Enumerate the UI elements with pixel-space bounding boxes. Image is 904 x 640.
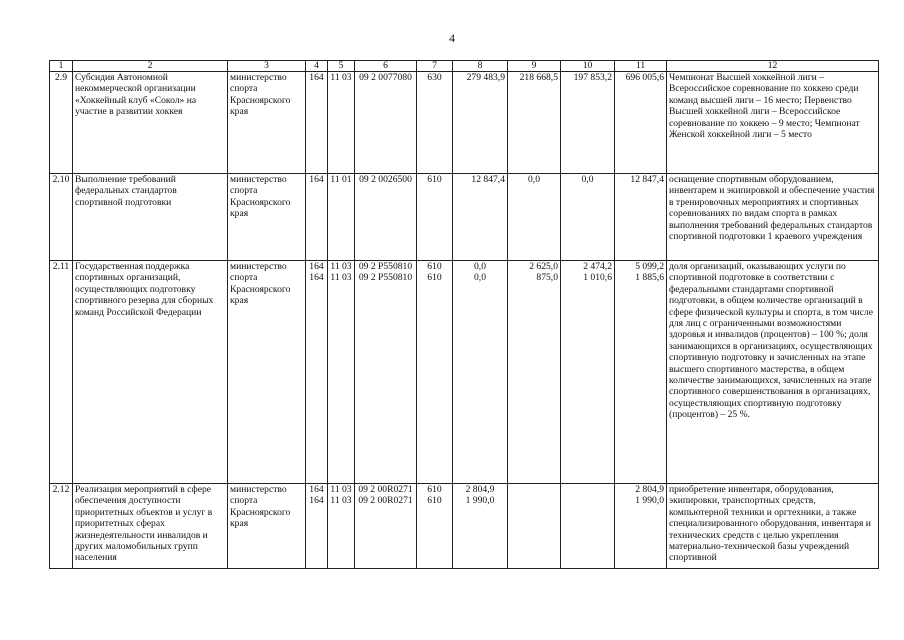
amount-total bbox=[615, 261, 667, 484]
cell-value: 09 2 0077080 bbox=[359, 72, 412, 83]
cell-value: 610 bbox=[427, 495, 442, 507]
expected-result: оснащение спортивным оборудованием, инвентарем и экипировкой и обеспечение участия в тренировочных мероприятиях и спортивных соревнованиях по видам спорта в рамках выполнения требований федеральных стандартов спортивной подготовки 1 краевого учреждения bbox=[667, 174, 879, 261]
cell-value: 610 bbox=[427, 272, 442, 284]
event-name: Реализация мероприятий в сфере обеспечения доступности приоритетных объектов и услуг в приоритетных сферах жизнедеятельности инвалидов и других маломобильных групп населения bbox=[73, 484, 228, 569]
cell-value: 696 005,6 bbox=[625, 72, 664, 83]
cell-value: 279 483,9 bbox=[466, 72, 505, 83]
amount-total bbox=[615, 484, 667, 569]
ministry: министерство спорта Красноярского края bbox=[228, 174, 306, 261]
cell-value: 0,0 bbox=[528, 174, 540, 185]
target-code bbox=[355, 174, 417, 261]
amount-total bbox=[615, 72, 667, 174]
expected-result: приобретение инвентаря, оборудования, экипировки, транспортных средств, компьютерной техники и оргтехники, а также специализированного оборудования, инвентаря и технических средств с целью укрепления материально-технической базы учреждений спортивной bbox=[667, 484, 879, 569]
col-header: 2 bbox=[73, 61, 228, 72]
row-number: 2.9 bbox=[50, 72, 73, 174]
cell-value: 09 2 P550810 bbox=[358, 272, 413, 284]
page-number: 4 bbox=[449, 31, 455, 45]
cell-value: 2 474,2 bbox=[583, 261, 612, 272]
amount-year2 bbox=[508, 174, 561, 261]
col-header: 10 bbox=[561, 61, 615, 72]
cell-value: 11 03 bbox=[330, 484, 352, 495]
section-code bbox=[328, 174, 355, 261]
column-number-row bbox=[50, 61, 879, 72]
cell-value: 630 bbox=[427, 72, 442, 83]
cell-value: 2 625,0 bbox=[529, 261, 558, 272]
amount-year1 bbox=[453, 261, 508, 484]
cell-value: 11 03 bbox=[330, 272, 352, 284]
table-row bbox=[50, 72, 879, 174]
col-header: 1 bbox=[50, 61, 73, 72]
table-row bbox=[50, 174, 879, 261]
col-header: 8 bbox=[453, 61, 508, 72]
cell-value: 610 bbox=[427, 261, 442, 272]
cell-value: 1 885,6 bbox=[635, 272, 664, 284]
amount-year1 bbox=[453, 484, 508, 569]
target-code bbox=[355, 261, 417, 484]
cell-value: 0,0 bbox=[581, 174, 594, 185]
cell-value: 0,0 bbox=[474, 272, 486, 284]
row-number: 2.12 bbox=[50, 484, 73, 569]
cell-value: 1 990,0 bbox=[635, 495, 664, 507]
cell-value: 12 847,4 bbox=[471, 174, 505, 185]
amount-year2 bbox=[508, 72, 561, 174]
event-name: Государственная поддержка спортивных организаций, осуществляющих подготовку спортивного резерва для сборных команд Российской Федерации bbox=[73, 261, 228, 484]
section-code bbox=[328, 484, 355, 569]
amount-year3 bbox=[561, 261, 615, 484]
table-row bbox=[50, 261, 879, 484]
row-number: 2.10 bbox=[50, 174, 73, 261]
ministry: министерство спорта Красноярского края bbox=[228, 261, 306, 484]
cell-value: 218 668,5 bbox=[519, 72, 558, 83]
cell-value: 11 01 bbox=[330, 174, 352, 185]
cell-value: 164 bbox=[309, 484, 324, 495]
target-code bbox=[355, 72, 417, 174]
cell-value: 197 853,2 bbox=[573, 72, 612, 83]
cell-value: 11 03 bbox=[330, 72, 352, 83]
cell-value: 875,0 bbox=[536, 272, 558, 284]
event-name: Выполнение требований федеральных стандартов спортивной подготовки bbox=[73, 174, 228, 261]
amount-year1 bbox=[453, 72, 508, 174]
col-header: 11 bbox=[615, 61, 667, 72]
cell-value: 610 bbox=[427, 484, 442, 495]
amount-year2 bbox=[508, 261, 561, 484]
col-header: 9 bbox=[508, 61, 561, 72]
cell-value: 09 2 00R0271 bbox=[358, 484, 413, 495]
cell-value: 5 099,2 bbox=[635, 261, 664, 272]
cell-value: 12 847,4 bbox=[630, 174, 664, 185]
grbs-code bbox=[306, 484, 328, 569]
expense-type bbox=[417, 174, 453, 261]
cell-value: 09 2 0026500 bbox=[359, 174, 412, 185]
cell-value: 1 990,0 bbox=[465, 495, 495, 507]
cell-value: 164 bbox=[309, 261, 324, 272]
cell-value: 0,0 bbox=[474, 261, 486, 272]
expense-type bbox=[417, 484, 453, 569]
col-header: 6 bbox=[355, 61, 417, 72]
section-code bbox=[328, 261, 355, 484]
event-name: Субсидия Автономной некоммерческой организации «Хоккейный клуб «Сокол» на участие в развитии хоккея bbox=[73, 72, 228, 174]
col-header: 3 bbox=[228, 61, 306, 72]
target-code bbox=[355, 484, 417, 569]
section-code bbox=[328, 72, 355, 174]
cell-value: 1 010,6 bbox=[583, 272, 612, 284]
program-table bbox=[49, 60, 879, 569]
amount-year3 bbox=[561, 174, 615, 261]
expense-type bbox=[417, 261, 453, 484]
expected-result: Чемпионат Высшей хоккейной лиги – Всероссийское соревнование по хоккею среди команд высшей лиги – 16 место; Первенство Высшей хоккейной лиги – Всероссийское соревнование по хоккею – 9 место; Чемпионат Женской хоккейной лиги – 5 место bbox=[667, 72, 879, 174]
grbs-code bbox=[306, 174, 328, 261]
cell-value: 11 03 bbox=[330, 495, 352, 507]
expected-result: доля организаций, оказывающих услуги по спортивной подготовке в соответствии с федеральными стандартами спортивной подготовки, в общем количестве организаций в сфере физической культуры и спорта, в том числе для лиц с ограниченными возможностями здоровья и инвалидов (процентов) – 100 %; доля занимающихся в организациях, осуществляющих спортивную подготовку и зачисленных на этапе высшего спортивного мастерства, в общем количестве занимающихся, зачисленных на этапе спортивного совершенствования в организациях, осуществляющих спортивную подготовку (процентов) – 25 %. bbox=[667, 261, 879, 484]
cell-value: 164 bbox=[309, 72, 324, 83]
amount-year3 bbox=[561, 72, 615, 174]
amount-year3 bbox=[561, 484, 615, 569]
expense-type bbox=[417, 72, 453, 174]
cell-value: 164 bbox=[309, 174, 324, 185]
amount-year1 bbox=[453, 174, 508, 261]
col-header: 7 bbox=[417, 61, 453, 72]
amount-total bbox=[615, 174, 667, 261]
cell-value: 164 bbox=[309, 495, 324, 507]
cell-value: 09 2 00R0271 bbox=[358, 495, 413, 507]
cell-value: 164 bbox=[309, 272, 324, 284]
row-number: 2.11 bbox=[50, 261, 73, 484]
grbs-code bbox=[306, 261, 328, 484]
cell-value: 09 2 P550810 bbox=[358, 261, 413, 272]
cell-value: 610 bbox=[427, 174, 442, 185]
amount-year2 bbox=[508, 484, 561, 569]
ministry: министерство спорта Красноярского края bbox=[228, 72, 306, 174]
col-header: 4 bbox=[306, 61, 328, 72]
grbs-code bbox=[306, 72, 328, 174]
cell-value: 11 03 bbox=[330, 261, 352, 272]
col-header: 5 bbox=[328, 61, 355, 72]
table-row bbox=[50, 484, 879, 569]
col-header: 12 bbox=[667, 61, 879, 72]
cell-value: 2 804,9 bbox=[635, 484, 664, 495]
cell-value: 2 804,9 bbox=[465, 484, 495, 495]
ministry: министерство спорта Красноярского края bbox=[228, 484, 306, 569]
